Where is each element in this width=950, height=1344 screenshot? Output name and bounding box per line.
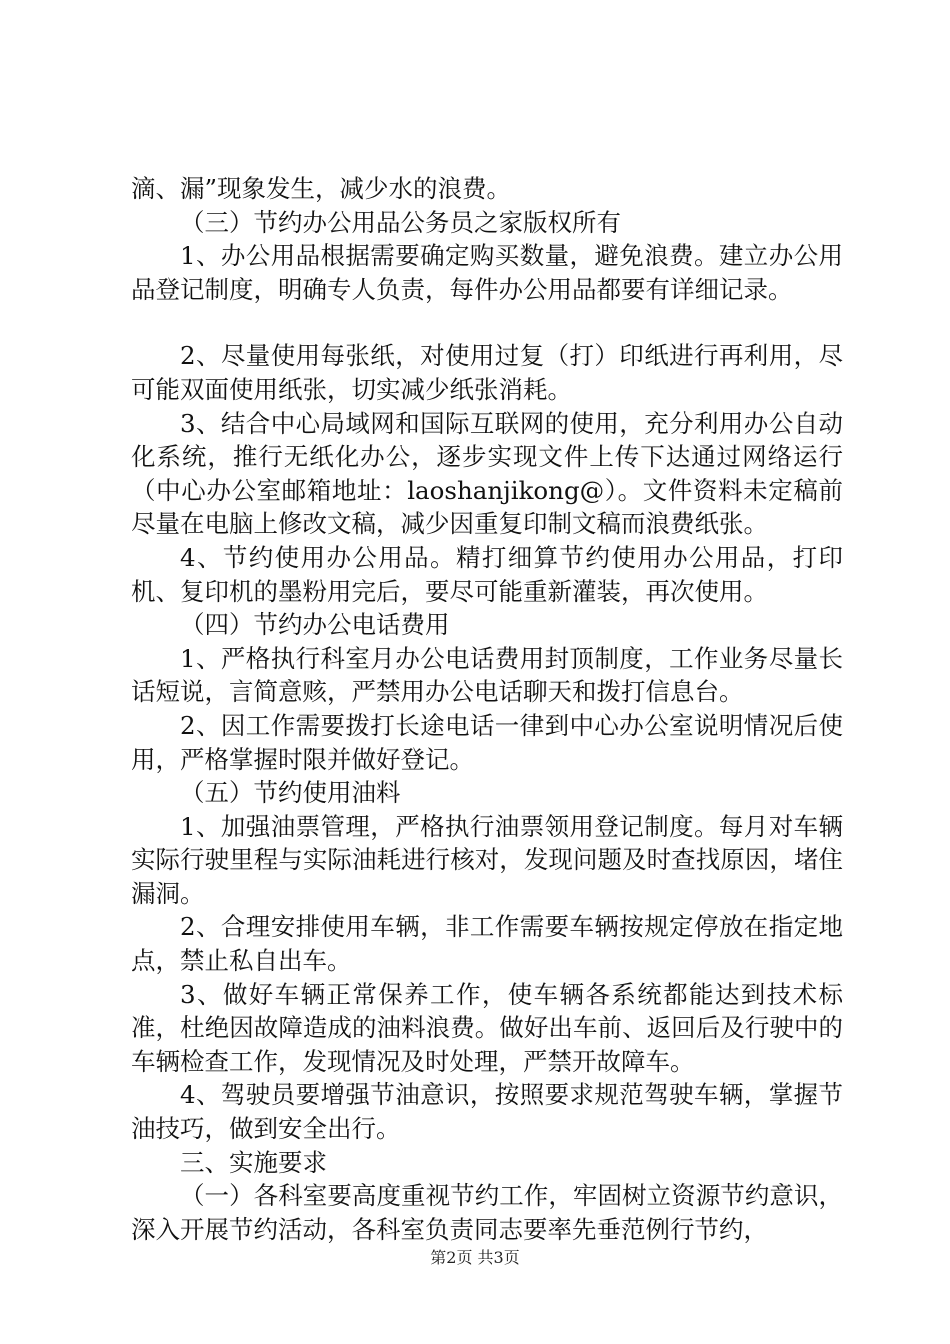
document-body xyxy=(131,172,843,1246)
paragraph: 3、做好车辆正常保养工作，使车辆各系统都能达到技术标准，杜绝因故障造成的油料浪费。做好出车前、返回后及行驶中的车辆检查工作，发现情况及时处理，严禁开故障车。 xyxy=(131,979,843,1076)
paragraph: 1、办公用品根据需要确定购买数量，避免浪费。建立办公用品登记制度，明确专人负责，每件办公用品都要有详细记录。 xyxy=(131,241,843,304)
paragraph: 滴、漏”现象发生，减少水的浪费。 xyxy=(131,174,512,203)
paragraph: （三）节约办公用品公务员之家版权所有 xyxy=(180,207,621,237)
paragraph-spacer xyxy=(131,306,843,339)
paragraph: 三、实施要求 xyxy=(180,1147,327,1177)
paragraph: 3、结合中心局域网和国际互联网的使用，充分利用办公自动化系统，推行无纸化办公，逐步实现文件上传下达通过网络运行（中心办公室邮箱地址：laoshanjikong@）。文件资料未定稿前尽量在电脑上修改文稿，减少因重复印制文稿而浪费纸张。 xyxy=(131,408,843,539)
paragraph: （一）各科室要高度重视节约工作，牢固树立资源节约意识，深入开展节约活动，各科室负责同志要率先垂范例行节约， xyxy=(131,1181,843,1244)
page-footer: 第2页 共3页 xyxy=(430,1248,520,1267)
paragraph: 2、尽量使用每张纸，对使用过复（打）印纸进行再利用，尽可能双面使用纸张，切实减少纸张消耗。 xyxy=(131,341,843,404)
paragraph: 2、合理安排使用车辆，非工作需要车辆按规定停放在指定地点，禁止私自出车。 xyxy=(131,912,843,976)
paragraph: 1、严格执行科室月办公电话费用封顶制度，工作业务尽量长话短说，言简意赅，严禁用办公电话聊天和拨打信息台。 xyxy=(131,643,843,707)
paragraph: 4、节约使用办公用品。精打细算节约使用办公用品，打印机、复印机的墨粉用完后，要尽可能重新灌装，再次使用。 xyxy=(131,542,843,606)
paragraph: 2、因工作需要拨打长途电话一律到中心办公室说明情况后使用，严格掌握时限并做好登记。 xyxy=(131,710,843,774)
paragraph: （四）节约办公电话费用 xyxy=(180,610,450,640)
paragraph: （五）节约使用油料 xyxy=(180,778,401,808)
paragraph: 1、加强油票管理，严格执行油票领用登记制度。每月对车辆实际行驶里程与实际油耗进行核对，发现问题及时查找原因，堵住漏洞。 xyxy=(131,811,843,908)
paragraph: 4、驾驶员要增强节油意识，按照要求规范驾驶车辆，掌握节油技巧，做到安全出行。 xyxy=(131,1080,843,1144)
